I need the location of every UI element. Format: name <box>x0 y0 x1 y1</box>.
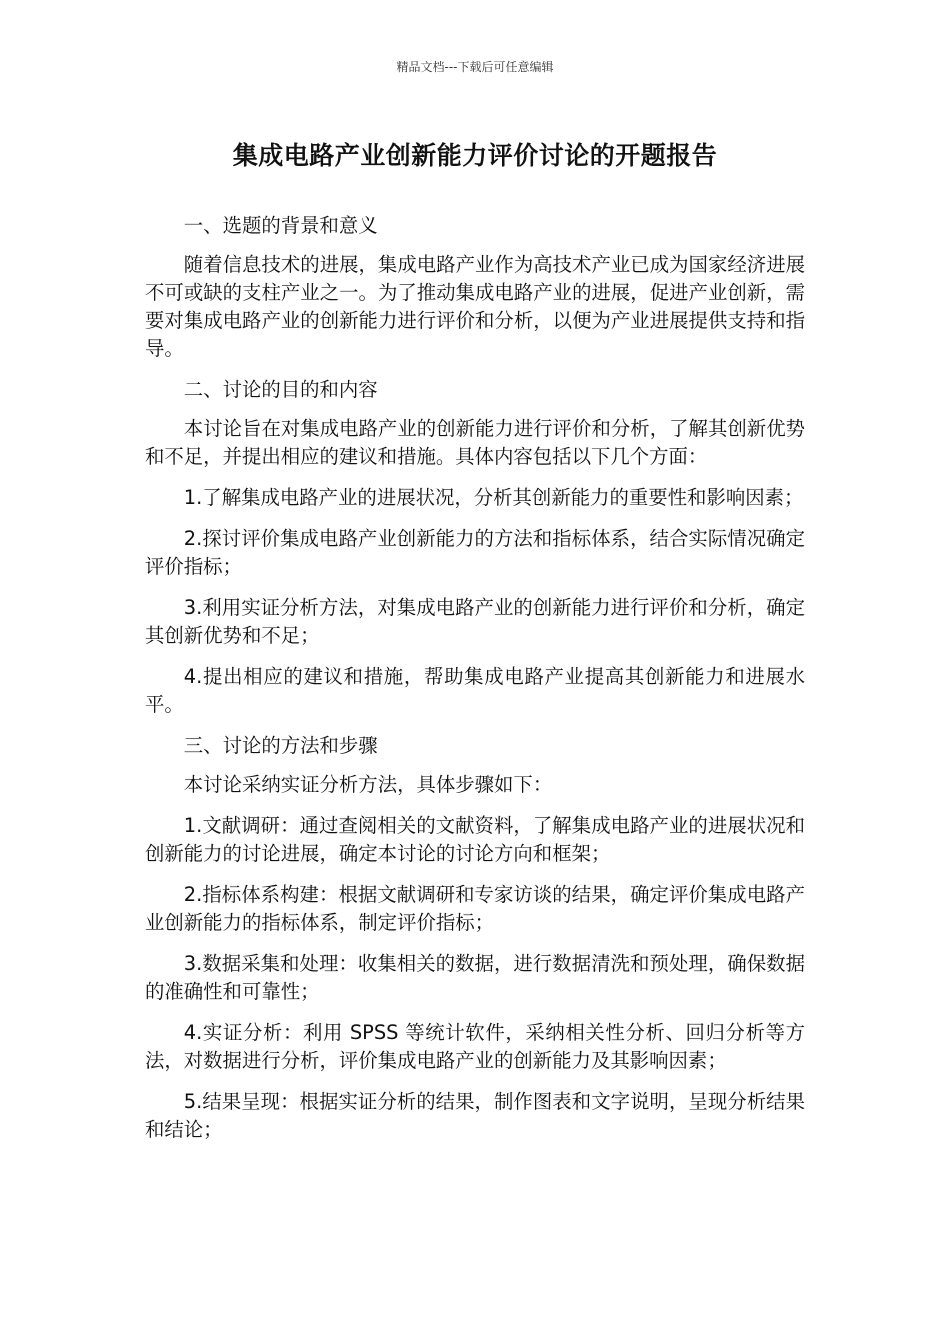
list-item-content-1: 1.了解集成电路产业的进展状况，分析其创新能力的重要性和影响因素； <box>183 486 804 509</box>
document-body <box>145 212 805 1157</box>
document-title: 集成电路产业创新能力评价讨论的开题报告 <box>232 141 718 170</box>
paragraph-purpose: 本讨论旨在对集成电路产业的创新能力进行评价和分析，了解其创新优势和不足，并提出相应的建议和措施。具体内容包括以下几个方面： <box>145 417 805 468</box>
list-item-content-3: 3.利用实证分析方法，对集成电路产业的创新能力进行评价和分析，确定其创新优势和不足； <box>145 596 805 647</box>
list-item-step-3: 3.数据采集和处理：收集相关的数据，进行数据清洗和预处理，确保数据的准确性和可靠性； <box>145 952 805 1003</box>
list-item-step-4: 4.实证分析：利用 SPSS 等统计软件，采纳相关性分析、回归分析等方法，对数据进行分析，评价集成电路产业的创新能力及其影响因素； <box>145 1021 805 1072</box>
section-heading-methods: 三、讨论的方法和步骤 <box>183 734 378 757</box>
list-item-step-2: 2.指标体系构建：根据文献调研和专家访谈的结果，确定评价集成电路产业创新能力的指标体系，制定评价指标； <box>145 883 805 934</box>
header-note: 精品文档---下载后可任意编辑 <box>396 60 554 74</box>
list-item-step-5: 5.结果呈现：根据实证分析的结果，制作图表和文字说明，呈现分析结果和结论； <box>145 1090 805 1141</box>
paragraph-methods: 本讨论采纳实证分析方法，具体步骤如下： <box>183 773 553 796</box>
list-item-content-2: 2.探讨评价集成电路产业创新能力的方法和指标体系，结合实际情况确定评价指标； <box>145 527 805 578</box>
section-heading-purpose: 二、讨论的目的和内容 <box>183 378 378 401</box>
section-heading-background: 一、选题的背景和意义 <box>183 214 378 237</box>
list-item-step-1: 1.文献调研：通过查阅相关的文献资料，了解集成电路产业的进展状况和创新能力的讨论进展，确定本讨论的讨论方向和框架； <box>145 814 805 865</box>
paragraph-background: 随着信息技术的进展，集成电路产业作为高技术产业已成为国家经济进展不可或缺的支柱产业之一。为了推动集成电路产业的进展，促进产业创新，需要对集成电路产业的创新能力进行评价和分析，以便为产业进展提供支持和指导。 <box>145 253 805 360</box>
list-item-content-4: 4.提出相应的建议和措施，帮助集成电路产业提高其创新能力和进展水平。 <box>145 665 805 716</box>
